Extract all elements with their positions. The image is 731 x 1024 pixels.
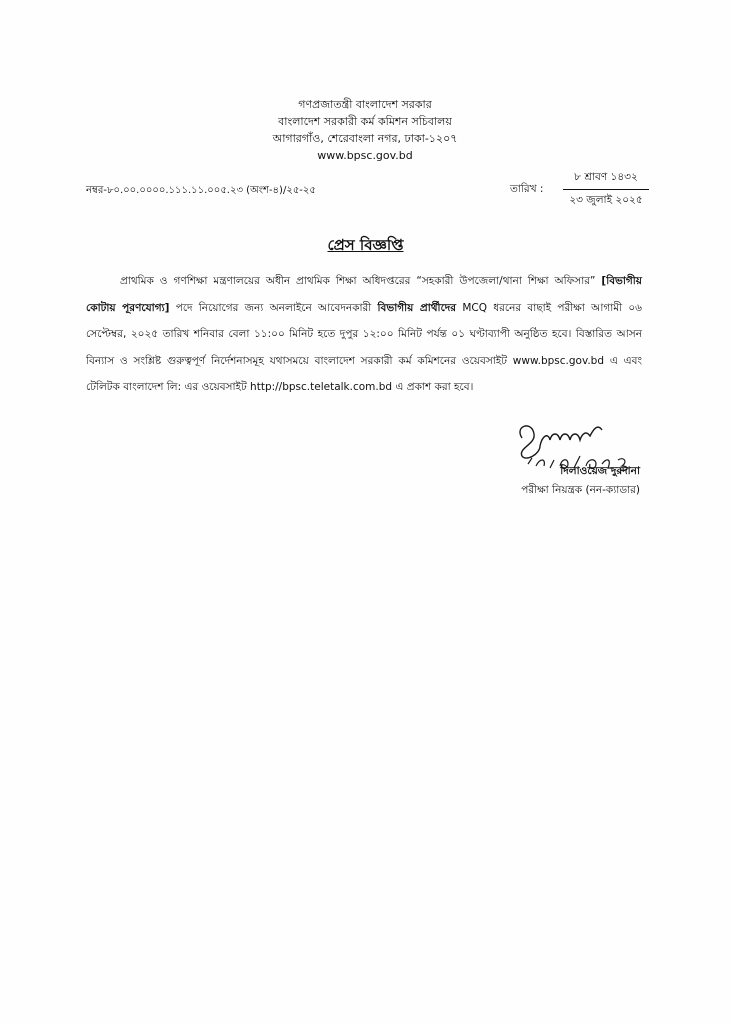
signatory-block <box>470 462 640 500</box>
signatory-name: দিলাওয়েজ দুরদানা <box>560 465 640 477</box>
government-name: গণপ্রজাতন্ত্রী বাংলাদেশ সরকার <box>298 98 432 111</box>
memo-number: নম্বর-৮০.০০.০০০০.১১১.১১.০০৫.২৩ (অংশ-৪)/২৫-২৫ <box>86 185 316 196</box>
page-title: প্রেস বিজ্ঞপ্তি <box>327 236 404 254</box>
date-bengali: ৮ শ্রাবণ ১৪৩২ <box>563 170 649 190</box>
body-bold-candidates: বিভাগীয় প্রার্থীদের <box>377 301 457 314</box>
date-values <box>563 170 649 210</box>
notice-body <box>86 268 642 401</box>
date-gregorian: ২৩ জুলাই ২০২৫ <box>569 194 643 206</box>
body-text-part2: পদে নিয়োগের জন্য অনলাইনে আবেদনকারী <box>169 301 378 314</box>
body-text-part1: প্রাথমিক ও গণশিক্ষা মন্ত্রণালয়ের অধীন প্রাথমিক শিক্ষা অধিদপ্তরের “সহকারী উপজেলা/থানা শিক্ষা অফিসার” <box>120 275 602 287</box>
body-bold-quota: [বিভাগীয় কোটায় পূরণযোগ্য] <box>86 275 642 314</box>
website-url: www.bpsc.gov.bd <box>317 149 413 162</box>
commission-name: বাংলাদেশ সরকারী কর্ম কমিশন সচিবালয় <box>278 115 452 128</box>
date-label: তারিখ : <box>510 183 544 195</box>
office-address: আগারগাঁও, শেরেবাংলা নগর, ঢাকা-১২০৭ <box>272 132 458 145</box>
body-text-part3: MCQ ধরনের বাছাই পরীক্ষা আগামী ০৬ সেপ্টেম্বর, ২০২৫ তারিখ শনিবার বেলা ১১:০০ মিনিট হতে দুপুর ১২:০০ মিনিট পর্যন্ত ০১ ঘণ্টাব্যাপী অনুষ্ঠিত হবে। বিস্তারিত আসন বিন্যাস ও সংশ্লিষ্ট গুরুত্বপূর্ণ নির্দেশনাসমূহ যথাসময়ে বাংলাদেশ সরকারী কর্ম কমিশনের ওয়েবসাইট www.bpsc.gov.bd এ এবং টেলিটক বাংলাদেশ লি: এর ওয়েবসাইট http://bpsc.teletalk.com.bd এ প্রকাশ করা হবে। <box>86 301 642 393</box>
letterhead <box>230 96 500 164</box>
signatory-designation: পরীক্ষা নিয়ন্ত্রক (নন-ক্যাডার) <box>521 484 640 496</box>
